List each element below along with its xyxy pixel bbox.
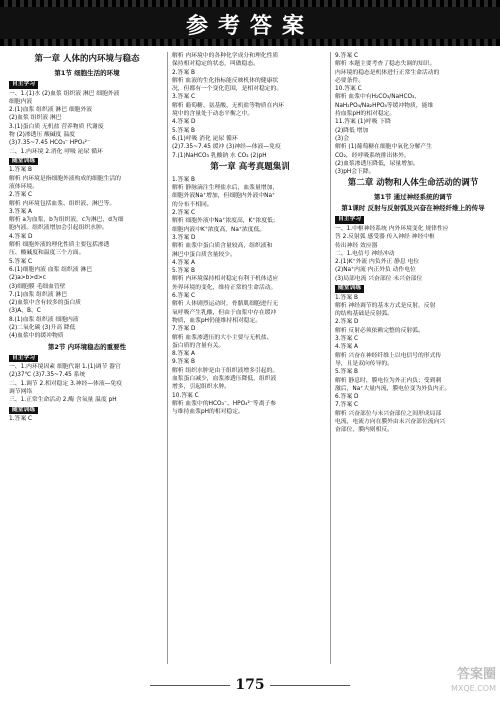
answer-line: 液体环境。 xyxy=(9,183,38,190)
answer-line: 1.答案 B xyxy=(335,294,358,301)
answer-line: (2)血浆 组织液 淋巴 xyxy=(9,115,62,122)
answer-line: 二、1.电信号 神经冲动 xyxy=(335,250,395,257)
section-heading: 第2节 内环境稳态的重要性 xyxy=(47,342,127,351)
answer-line: 外界环境的变化，维持正常的生命活动。 xyxy=(172,284,277,291)
section-tag: 随堂训练 xyxy=(9,407,38,415)
answer-line: 解析 血浆中的HCO₃⁻、HPO₄²⁻等离子参 xyxy=(172,400,277,407)
answer-block xyxy=(172,176,328,417)
answer-line: 3.答案 D xyxy=(172,234,196,241)
answer-line: 3.答案 C xyxy=(172,94,196,101)
section-tag: 随堂训练 xyxy=(9,158,38,166)
answer-line: 调节网络 xyxy=(9,389,33,395)
answer-line: 6.(1)细胞内液 血浆 组织液 淋巴 xyxy=(9,266,93,273)
section-heading: 第1课时 反射与反射弧及兴奋在神经纤维上的传导 xyxy=(341,204,485,213)
answer-line: 9.答案 B xyxy=(172,359,195,366)
column-divider xyxy=(330,52,331,664)
answer-line: 5.答案 C xyxy=(9,258,33,265)
answer-line: 激后，Na⁺大量内流，膜电位变为外负内正。 xyxy=(335,385,451,392)
answer-line: 8.(1)血浆 组织液 细胞内液 xyxy=(9,316,79,323)
answer-line: 导，且是双向传导的。 xyxy=(335,360,393,367)
answer-line: 解析 细胞外液中Na⁺浓度高，K⁺浓度低； xyxy=(172,218,279,225)
answer-line: (2)a>b>d>c xyxy=(9,275,46,282)
page-header-banner xyxy=(0,0,500,46)
answer-line: 细胞内液中K⁺浓度高，Na⁺浓度低。 xyxy=(172,226,266,233)
column-divider xyxy=(167,52,168,664)
answer-line: 10.答案 C xyxy=(172,392,199,399)
answer-line: 4.答案 D xyxy=(172,119,196,126)
answer-column-1 xyxy=(9,52,165,664)
answer-line: 解析 葡萄糖、氨基酸、无机盐等物质在内环 xyxy=(172,102,284,109)
answer-line: 解析 神经调节的基本方式是反射，反射 xyxy=(335,302,436,309)
answer-line: 4.答案 A xyxy=(335,344,358,351)
answer-line: (2)Na⁺内流 内正外负 动作电位 xyxy=(335,267,416,274)
answer-line: 解析 静脉滴注生理盐水后，血浆量增加， xyxy=(172,185,279,192)
answer-line: 10.答案 C xyxy=(335,86,362,93)
answer-line: 一、1.中枢神经系统 内外环境变化 规律性应 xyxy=(335,225,449,232)
answer-line: 2.答案 C xyxy=(172,210,196,217)
answer-line: 5.答案 B xyxy=(335,369,358,376)
section-heading: 第1节 通过神经系统的调节 xyxy=(373,193,453,202)
answer-line: 传出神经 效应器 xyxy=(335,242,378,249)
answer-line: 三、1.正常生命活动 2.酶 含氧量 温度 pH xyxy=(9,397,117,404)
answer-line: 5.答案 B xyxy=(172,268,195,275)
answer-line: 增多，引起组织水肿。 xyxy=(172,384,230,391)
answer-line: (2)二氧化碳 (3)升高 降低 xyxy=(9,325,76,332)
answer-line: 解析 血液的生化指标能反映机体的健康状 xyxy=(172,77,279,84)
answer-line: 解析 人体剧烈运动时，骨骼肌细胞进行无 xyxy=(172,301,279,308)
section-tag: 随堂训练 xyxy=(335,285,364,293)
answer-block xyxy=(335,225,491,283)
answer-line: 胞内液。组织液增加会引起组织水肿。 xyxy=(9,225,108,232)
answer-line: 7.(1)血浆 组织液 淋巴 xyxy=(9,291,68,298)
answer-line: 电流，电流方向在膜外由未兴奋部位流向兴 xyxy=(335,418,446,425)
answer-line: 2.(1)血浆 组织液 淋巴 细胞外液 xyxy=(9,107,93,114)
answer-line: (3)细胞膜 毛细血管壁 xyxy=(9,283,66,290)
header-stripe-bottom xyxy=(0,39,500,46)
chapter-heading: 第二章 动物和人体生命活动的调节 xyxy=(347,178,479,189)
answer-line: 解析 内环境包括血浆、组织液、淋巴等。 xyxy=(9,200,116,207)
answer-line: 1.答案 B xyxy=(9,167,32,174)
answer-line: 的分布不相同。 xyxy=(172,201,213,208)
answer-line: 一、1.(1)水 (2)血浆 组织液 淋巴 细胞外液 xyxy=(9,90,120,97)
answer-line: 氧呼吸产生乳酸，但由于血浆中存在缓冲 xyxy=(172,309,277,316)
answer-line: 解析 兴奋在神经纤维上以电信号的形式传 xyxy=(335,352,442,359)
answer-line: 一、1.内环境因素 细胞代谢 1.(1)调节 器官 xyxy=(9,364,121,371)
answer-line: 3.答案 A xyxy=(9,208,32,215)
answer-line: 蛋白质的含量有关。 xyxy=(172,342,225,349)
answer-block xyxy=(9,90,165,156)
answer-line: (4)血浆中的缓冲物质 xyxy=(9,333,64,340)
answer-line: 3.答案 C xyxy=(335,336,359,343)
answer-line: 9.答案 C xyxy=(335,53,359,59)
answer-line: 2.答案 C xyxy=(9,192,33,199)
answer-line: 二、1.内环境 2.消化 呼吸 泌尿 循环 xyxy=(9,148,103,155)
answer-line: 答 2.反射弧 感受器 传入神经 神经中枢 xyxy=(335,234,435,241)
answer-line: 解析 内环境保持相对稳定有利于机体适应 xyxy=(172,276,279,283)
answer-column-2 xyxy=(172,52,328,664)
answer-line: 保持相对稳定的状态，叫做稳态。 xyxy=(172,61,259,68)
answer-line: 物质，血浆pH仍能维持相对稳定。 xyxy=(172,317,262,324)
answer-line: 解析 血浆中蛋白质含量较高，组织液和 xyxy=(172,243,273,250)
header-stripe-top xyxy=(0,0,500,7)
answer-line: 4.答案 D xyxy=(9,233,33,240)
answer-line: 8.答案 A xyxy=(172,351,195,358)
answer-line: 1.答案 B xyxy=(172,176,195,183)
answer-line: 解析 兴奋部位与未兴奋部位之间形成局部 xyxy=(335,410,442,417)
answer-line: 7.答案 D xyxy=(172,326,196,333)
answer-line: 况，但都有一个变化范围，是相对稳定的。 xyxy=(172,86,283,93)
answer-line: (3)局部电流 兴奋部位 未兴奋部位 xyxy=(335,275,423,282)
answer-block xyxy=(172,52,328,160)
page-number: 175 xyxy=(235,677,265,693)
answer-block xyxy=(9,166,165,340)
answer-line: 细胞内液 xyxy=(9,98,33,105)
answer-line: (3)pH会下降。 xyxy=(335,169,375,176)
answer-line: 物 (2)渗透压 酸碱度 温度 xyxy=(9,131,75,138)
section-tag: 自主学习 xyxy=(9,355,38,363)
answer-line: 解析 反射必须依赖完整的反射弧。 xyxy=(335,327,424,334)
answer-block xyxy=(335,52,491,176)
answer-line: 持血浆pH的相对稳定。 xyxy=(335,111,396,118)
chapter-heading: 第一章 高考真题集训 xyxy=(210,161,290,172)
answer-line: (3)7.35~7.45 HCO₃⁻ HPO₄²⁻ xyxy=(9,140,91,147)
answer-line: 11.答案 (1)呼吸 下降 xyxy=(335,119,391,126)
answer-line: 与维持血浆pH的相对稳定。 xyxy=(172,409,244,416)
answer-line: 细胞外液Na⁺增加，但细胞内外液中Na⁺ xyxy=(172,193,276,200)
answer-block xyxy=(9,363,165,404)
section-tag: 自主学习 xyxy=(9,81,38,89)
answer-line: 2.答案 B xyxy=(172,69,195,76)
answer-line: 解析 细胞外液的理化性质主要包括渗透 xyxy=(9,242,110,249)
answer-line: CO₂，经呼吸系统排出体外。 xyxy=(335,152,410,159)
answer-line: 血浆蛋白减少，血浆渗透压降低，组织液 xyxy=(172,375,277,382)
answer-line: 3.(1)蛋白质 无机盐 营养物质 代谢废 xyxy=(9,123,104,130)
answer-block xyxy=(335,294,491,435)
answer-block xyxy=(9,415,165,423)
answer-line: 6.答案 D xyxy=(335,394,359,401)
answer-line: 解析 血浆渗透压的大小主要与无机盐、 xyxy=(172,334,273,341)
answer-line: 解析 静息时，膜电位为外正内负；受到刺 xyxy=(335,377,442,384)
answer-line: 的结构基础是反射弧。 xyxy=(335,311,393,318)
answer-line: 6.(1)呼吸 消化 泌尿 循环 xyxy=(172,135,238,142)
answer-line: 内环境的稳态是机体进行正常生命活动的 xyxy=(335,69,440,76)
answer-line: (2)降低 增加 xyxy=(335,127,369,134)
answer-line: 4.答案 A xyxy=(172,259,195,266)
answer-line: 解析 内环境中的各种化学成分和理化性质 xyxy=(172,53,279,59)
chapter-heading: 第一章 人体的内环境与稳态 xyxy=(34,54,140,64)
watermark-text: 答案圈 xyxy=(456,667,496,682)
answer-line: (3)A、B、C xyxy=(9,308,41,315)
answer-line: 解析 a为血浆，b为组织液，c为淋巴，d为细 xyxy=(9,217,124,224)
answer-line: (3)会 xyxy=(335,135,350,142)
answer-line: 必要条件。 xyxy=(335,77,364,84)
watermark-url: MXQE.COM xyxy=(450,684,496,693)
answer-line: 境中的含量处于动态平衡之中。 xyxy=(172,111,254,118)
answer-line: 6.答案 C xyxy=(172,293,196,300)
answer-line: 1.答案 C xyxy=(9,416,33,423)
page-title: 参考答案 xyxy=(185,13,314,39)
answer-line: 解析 内环境是指细胞外液构成的细胞生活的 xyxy=(9,175,121,182)
section-heading: 第1节 细胞生活的环境 xyxy=(54,69,120,77)
answer-line: 淋巴中蛋白质含量较少。 xyxy=(172,251,236,258)
answer-line: 解析 血浆中有H₂CO₃/NaHCO₃、 xyxy=(335,94,421,101)
answer-line: 解析 (1)葡萄糖在细胞中氧化分解产生 xyxy=(335,144,433,151)
answer-line: NaH₂PO₄/Na₂HPO₄等缓冲物质，能维 xyxy=(335,102,434,109)
section-tag: 自主学习 xyxy=(335,216,364,224)
answer-line: 解析 本题主要考查了稳态失调的知识。 xyxy=(335,61,436,68)
answer-line: 奋部位，膜内则相反。 xyxy=(335,427,393,434)
answer-column-3 xyxy=(335,52,491,664)
answer-line: 压、酸碱度和温度三个方面。 xyxy=(9,250,85,257)
answer-line: (2)血浆渗透压降低，尿量增加。 xyxy=(335,160,419,167)
answer-line: 2.(1)K⁺外流 内负外正 静息 电位 xyxy=(335,259,420,266)
answer-line: 二、1.调节 2.相对稳定 3.神经—体液—免疫 xyxy=(9,380,123,387)
answer-line: (2)7.35~7.45 缓冲 (3)神经—体液—免疫 xyxy=(172,144,281,151)
answer-line: (2)血浆中含有较多的蛋白质 xyxy=(9,300,81,307)
watermark-logo xyxy=(430,668,496,698)
answer-line: 7.答案 C xyxy=(335,402,359,409)
answer-line: 5.答案 B xyxy=(172,127,195,134)
answer-line: 2.答案 D xyxy=(335,319,359,326)
answer-line: 解析 组织水肿是由于组织液增多引起的。 xyxy=(172,367,279,374)
footer-rule-right xyxy=(270,685,350,686)
answer-line: 7.(1)NaHCO₃ 乳酸钠 水 CO₂ (2)pH xyxy=(172,152,267,159)
answer-line: (2)37℃ (3)7.35~7.45 系统 xyxy=(9,372,86,379)
